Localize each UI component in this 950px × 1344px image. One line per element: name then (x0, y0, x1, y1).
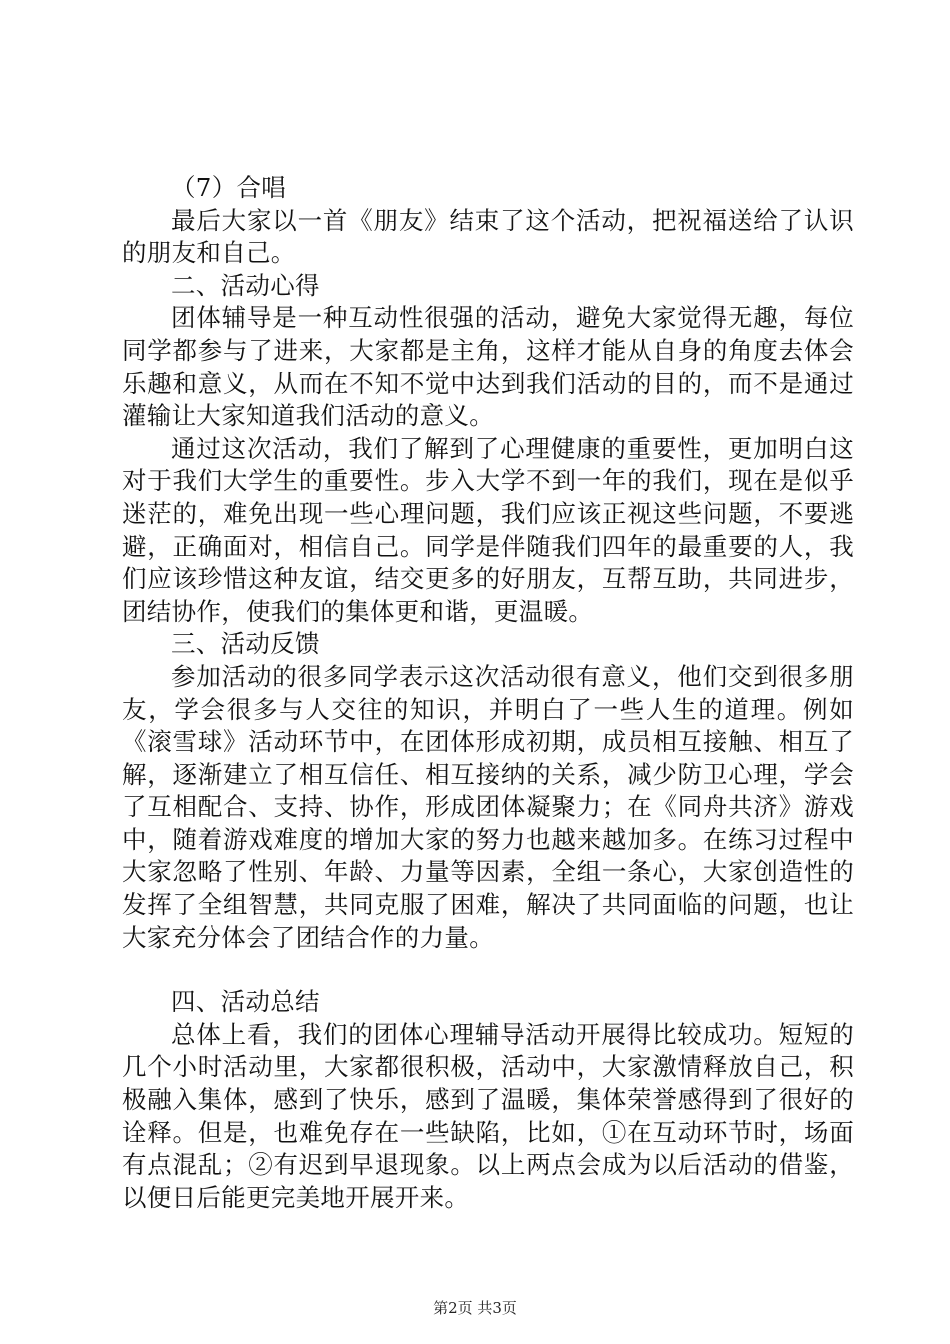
paragraph-experience-2: 通过这次活动，我们了解到了心理健康的重要性，更加明白这对于我们大学生的重要性。步入大学不到一年的我们，现在是似乎迷茫的，难免出现一些心理问题，我们应该正视这些问题，不要逃避，正确面对，相信自己。同学是伴随我们四年的最重要的人，我们应该珍惜这种友谊，结交更多的好朋友，互帮互助，共同进步，团结协作，使我们的集体更和谐，更温暖。 (122, 433, 854, 626)
section-heading-chorus: （7）合唱 (171, 173, 287, 202)
section-heading-summary: 四、活动总结 (171, 987, 320, 1017)
document-body (122, 172, 854, 1214)
paragraph-experience-1: 团体辅导是一种互动性很强的活动，避免大家觉得无趣，每位同学都参与了进来，大家都是主角，这样才能从自身的角度去体会乐趣和意义，从而在不知不觉中达到我们活动的目的，而不是通过灌输让大家知道我们活动的意义。 (122, 303, 854, 431)
section-heading-experience: 二、活动心得 (171, 270, 320, 300)
paragraph-feedback: 参加活动的很多同学表示这次活动很有意义，他们交到很多朋友，学会很多与人交往的知识，并明白了一些人生的道理。例如《滚雪球》活动环节中，在团体形成初期，成员相互接触、相互了解，逐渐建立了相互信任、相互接纳的关系，减少防卫心理，学会了互相配合、支持、协作，形成团体凝聚力；在《同舟共济》游戏中，随着游戏难度的增加大家的努力也越来越加多。在练习过程中大家忽略了性别、年龄、力量等因素，全组一条心，大家创造性的发挥了全组智慧，共同克服了困难，解决了共同面临的问题，也让大家充分体会了团结合作的力量。 (122, 661, 854, 952)
paragraph-summary: 总体上看，我们的团体心理辅导活动开展得比较成功。短短的几个小时活动里，大家都很积极，活动中，大家激情释放自己，积极融入集体，感到了快乐，感到了温暖，集体荣誉感得到了很好的诠释。但是，也难免存在一些缺陷，比如，①在互动环节时，场面有点混乱；②有迟到早退现象。以上两点会成为以后活动的借鉴，以便日后能更完美地开展开来。 (122, 1019, 854, 1212)
paragraph-chorus: 最后大家以一首《朋友》结束了这个活动，把祝福送给了认识的朋友和自己。 (122, 205, 854, 268)
section-heading-feedback: 三、活动反馈 (171, 629, 320, 659)
page-footer: 第2页 共3页 (433, 1299, 517, 1317)
